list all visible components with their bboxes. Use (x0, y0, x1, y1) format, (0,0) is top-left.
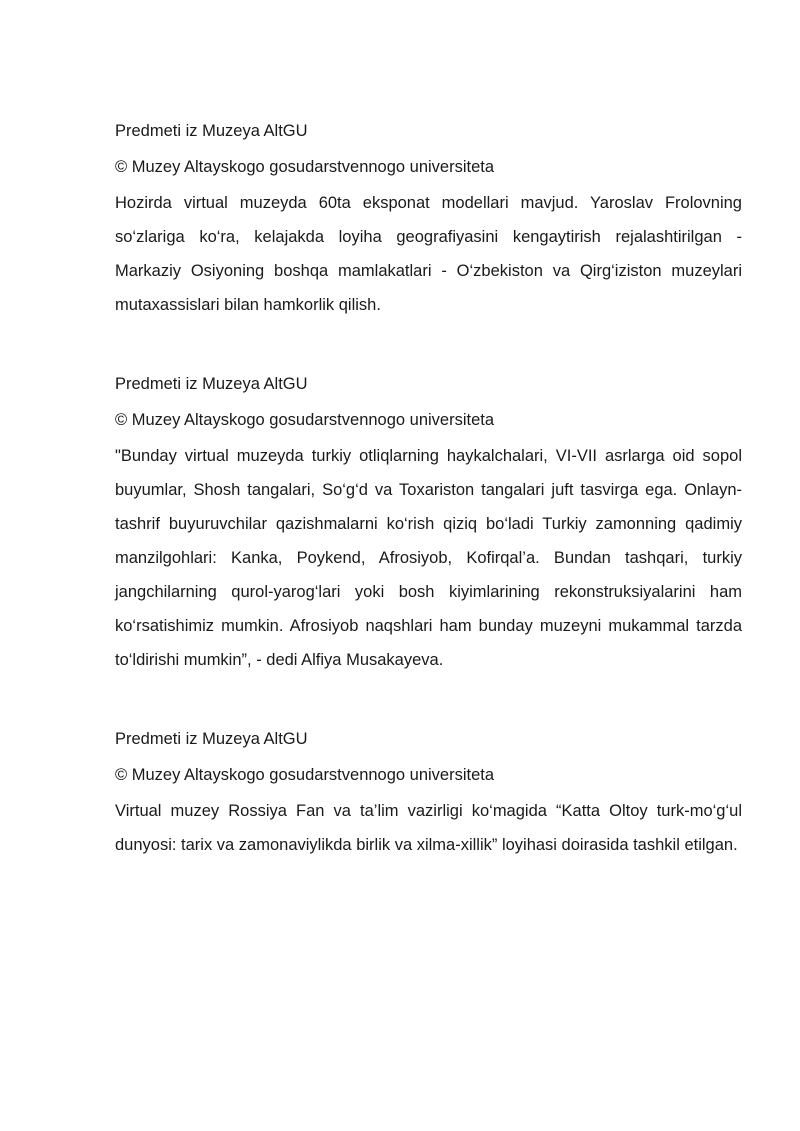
copyright-caption: © Muzey Altayskogo gosudarstvennogo universiteta (115, 411, 495, 429)
body-paragraph: Hozirda virtual muzeyda 60ta eksponat modellari mavjud. Yaroslav Frolovning so‘zlariga ko‘ra, kelajakda loyiha geografiyasini kengaytirish rejalashtirilgan - Markaziy Osiyoning boshqa mamlakatlari - O‘zbekiston va Qirg‘iziston muzeylari mutaxassislari bilan hamkorlik qilish. (115, 194, 742, 314)
copyright-caption: © Muzey Altayskogo gosudarstvennogo universiteta (115, 158, 495, 176)
body-paragraph: "Bunday virtual muzeyda turkiy otliqlarning haykalchalari, VI-VII asrlarga oid sopol buyumlar, Shosh tangalari, So‘g‘d va Toxariston tangalari juft tasvirga ega. Onlayn-tashrif buyuruvchilar qazishmalarni ko‘rish qiziq bo‘ladi Turkiy zamonning qadimiy manzilgohlari: Kanka, Poykend, Afrosiyob, Kofirqal’a. Bundan tashqari, turkiy jangchilarning qurol-yarog‘lari yoki bosh kiyimlarining rekonstruksiyalarini ham ko‘rsatishimiz mumkin. Afrosiyob naqshlari ham bunday muzeyni mukammal tarzda to‘ldirishi mumkin”, - dedi Alfiya Musakayeva. (115, 447, 742, 669)
copyright-caption: © Muzey Altayskogo gosudarstvennogo universiteta (115, 766, 495, 784)
image-source-caption: Predmeti iz Muzeya AltGU (115, 375, 308, 393)
document-page (115, 119, 742, 862)
article-section (115, 119, 742, 322)
image-source-caption: Predmeti iz Muzeya AltGU (115, 730, 308, 748)
article-section (115, 727, 742, 862)
body-paragraph: Virtual muzey Rossiya Fan va ta’lim vazirligi ko‘magida “Katta Oltoy turk-mo‘g‘ul dunyosi: tarix va zamonaviylikda birlik va xilma-xillik” loyihasi doirasida tashkil etilgan. (115, 802, 742, 854)
article-section (115, 372, 742, 677)
image-source-caption: Predmeti iz Muzeya AltGU (115, 122, 308, 140)
